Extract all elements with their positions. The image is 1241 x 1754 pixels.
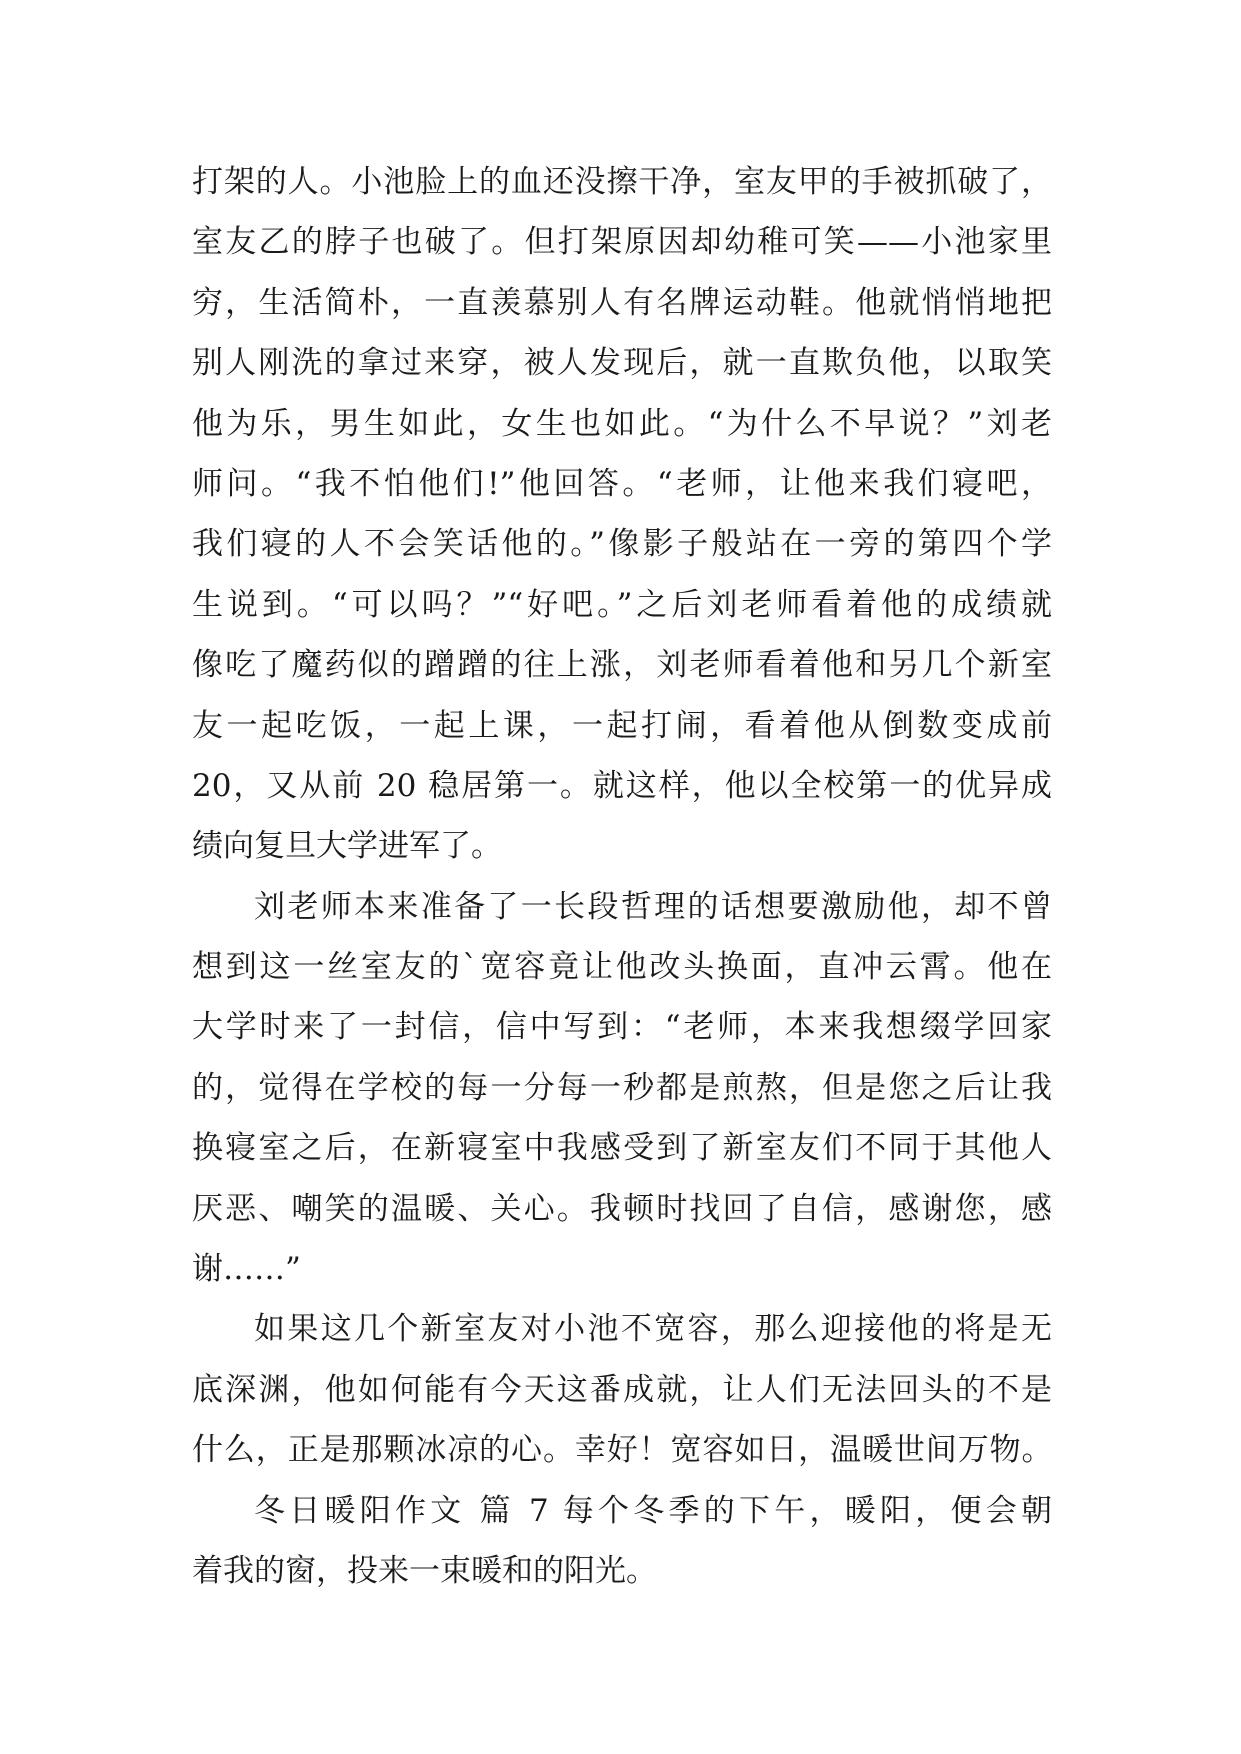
- text-line: 着我的窗，投来一束暖和的阳光。: [192, 1552, 657, 1589]
- paragraph-4: [192, 1481, 1052, 1602]
- text-line: 他为乐，男生如此，女生也如此。“为什么不早说？”刘老: [192, 405, 1052, 442]
- text-line: 如果这几个新室友对小池不宽容，那么迎接他的将是无: [254, 1311, 1052, 1348]
- text-line: 友一起吃饭，一起上课，一起打闹，看着他从倒数变成前: [192, 707, 1052, 744]
- text-line: 20，又从前 20 稳居第一。就这样，他以全校第一的优异成: [192, 767, 1052, 804]
- text-line: 换寝室之后，在新寝室中我感受到了新室友们不同于其他人: [192, 1130, 1052, 1167]
- text-line: 像吃了魔药似的蹭蹭的往上涨，刘老师看着他和另几个新室: [192, 647, 1052, 684]
- text-line: 打架的人。小池脸上的血还没擦干净，室友甲的手被抓破了，: [192, 164, 1052, 200]
- paragraph-1: [192, 152, 1052, 877]
- text-line: 厌恶、嘲笑的温暖、关心。我顿时找回了自信，感谢您，感: [192, 1190, 1052, 1227]
- paragraph-2: [192, 877, 1052, 1300]
- text-line: 我们寝的人不会笑话他的。”像影子般站在一旁的第四个学: [192, 526, 1052, 563]
- text-line: 师问。“我不怕他们!”他回答。“老师，让他来我们寝吧，: [192, 465, 1052, 502]
- text-line: 别人刚洗的拿过来穿，被人发现后，就一直欺负他，以取笑: [192, 345, 1052, 382]
- text-line: 刘老师本来准备了一长段哲理的话想要激励他，却不曾: [254, 888, 1052, 925]
- text-line: 谢……”: [192, 1251, 301, 1288]
- paragraph-3: [192, 1299, 1052, 1480]
- text-line: 穷，生活简朴，一直羡慕别人有名牌运动鞋。他就悄悄地把: [192, 284, 1052, 321]
- text-line: 大学时来了一封信，信中写到：“老师，本来我想缀学回家: [192, 1009, 1052, 1046]
- text-line: 冬日暖阳作文 篇 7 每个冬季的下午，暖阳，便会朝: [254, 1492, 1052, 1529]
- text-line: 想到这一丝室友的`宽容竟让他改头换面，直冲云霄。他在: [192, 949, 1052, 986]
- text-line: 什么，正是那颗冰凉的心。幸好！宽容如日，温暖世间万物。: [192, 1432, 1052, 1469]
- document-body: [192, 152, 1052, 1601]
- text-line: 生说到。“可以吗？”“好吧。”之后刘老师看着他的成绩就: [192, 586, 1052, 623]
- text-line: 底深渊，他如何能有今天这番成就，让人们无法回头的不是: [192, 1371, 1052, 1408]
- text-line: 绩向复旦大学进军了。: [192, 828, 502, 865]
- text-line: 室友乙的脖子也破了。但打架原因却幼稚可笑——小池家里: [192, 224, 1052, 261]
- text-line: 的，觉得在学校的每一分每一秒都是煎熬，但是您之后让我: [192, 1069, 1052, 1106]
